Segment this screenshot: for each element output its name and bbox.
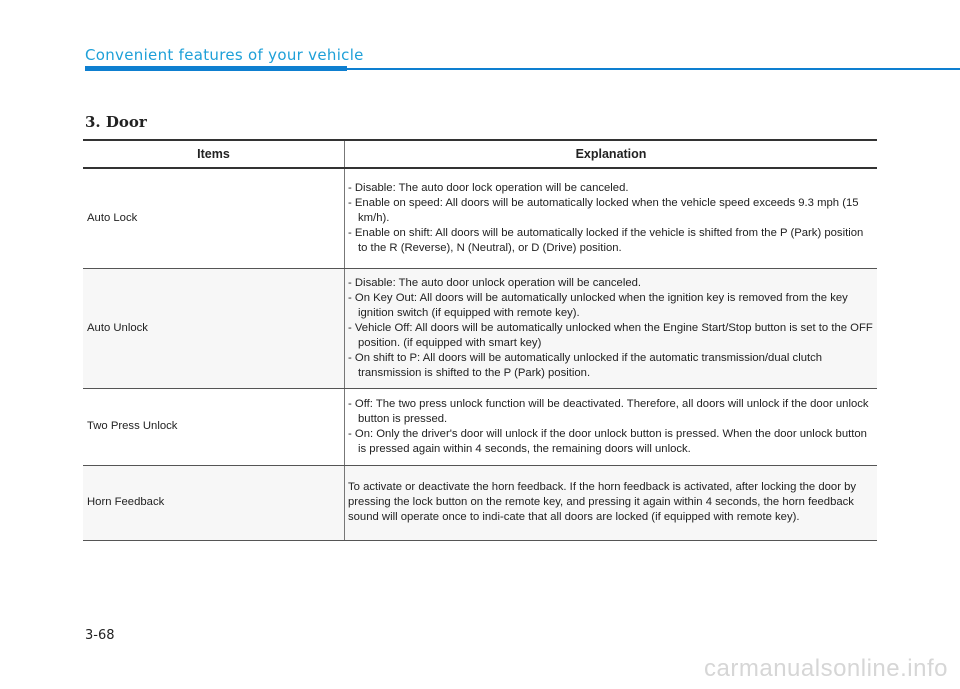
explanation-line: - On: Only the driver's door will unlock if the door unlock button is pressed. When the door unlock button is pressed again within 4 seconds, the remaining doors will unlock. — [348, 427, 867, 455]
explanation-line: - Vehicle Off: All doors will be automatically unlocked when the Engine Start/Stop button is set to the OFF position. (if equipped with smart key) — [348, 321, 873, 349]
header-title: Convenient features of your vehicle — [85, 46, 364, 64]
section-title: 3. Door — [85, 113, 147, 131]
explanation-line: - Disable: The auto door unlock operation will be canceled. — [348, 276, 642, 289]
page-number: 3-68 — [85, 628, 115, 643]
table-header-row — [83, 140, 877, 168]
table-row — [83, 388, 877, 465]
door-settings-table — [83, 139, 877, 541]
explanation-line: - Disable: The auto door lock operation will be canceled. — [348, 181, 629, 194]
item-cell: Horn Feedback — [83, 465, 345, 540]
item-cell: Auto Lock — [83, 168, 345, 268]
explanation-line: - Enable on shift: All doors will be automatically locked if the vehicle is shifted from the P (Park) position to the R (Reverse), N (Neutral), or D (Drive) position. — [348, 226, 864, 254]
item-cell: Two Press Unlock — [83, 388, 345, 465]
table-row — [83, 168, 877, 268]
explanation-line: - On shift to P: All doors will be automatically unlocked if the automatic transmission/dual clutch transmission is shifted to the P (Park) position. — [348, 351, 823, 379]
explanation-line: - Off: The two press unlock function will be deactivated. Therefore, all doors will unlock if the door unlock button is pressed. — [348, 397, 869, 425]
explanation-cell — [345, 465, 878, 540]
watermark: carmanualsonline.info — [704, 655, 948, 682]
explanation-cell — [345, 388, 878, 465]
table-row — [83, 268, 877, 388]
header-rule — [347, 68, 960, 70]
explanation-cell — [345, 168, 878, 268]
item-cell: Auto Unlock — [83, 268, 345, 388]
column-header-items: Items — [83, 140, 345, 168]
table-row — [83, 465, 877, 540]
header-accent-bar — [85, 66, 347, 71]
explanation-line: - On Key Out: All doors will be automatically unlocked when the ignition key is removed from the key ignition switch (if equipped with remote key). — [348, 291, 848, 319]
explanation-paragraph: To activate or deactivate the horn feedback. If the horn feedback is activated, after locking the door by pressing the lock button on the remote key, and pressing it again within 4 seconds, the horn feedback sound will operate once to indi-cate that all doors are locked (if equipped with remote key). — [348, 481, 857, 523]
column-header-explanation: Explanation — [345, 140, 878, 168]
explanation-cell — [345, 268, 878, 388]
explanation-line: - Enable on speed: All doors will be automatically locked when the vehicle speed exceeds 9.3 mph (15 km/h). — [348, 196, 859, 224]
